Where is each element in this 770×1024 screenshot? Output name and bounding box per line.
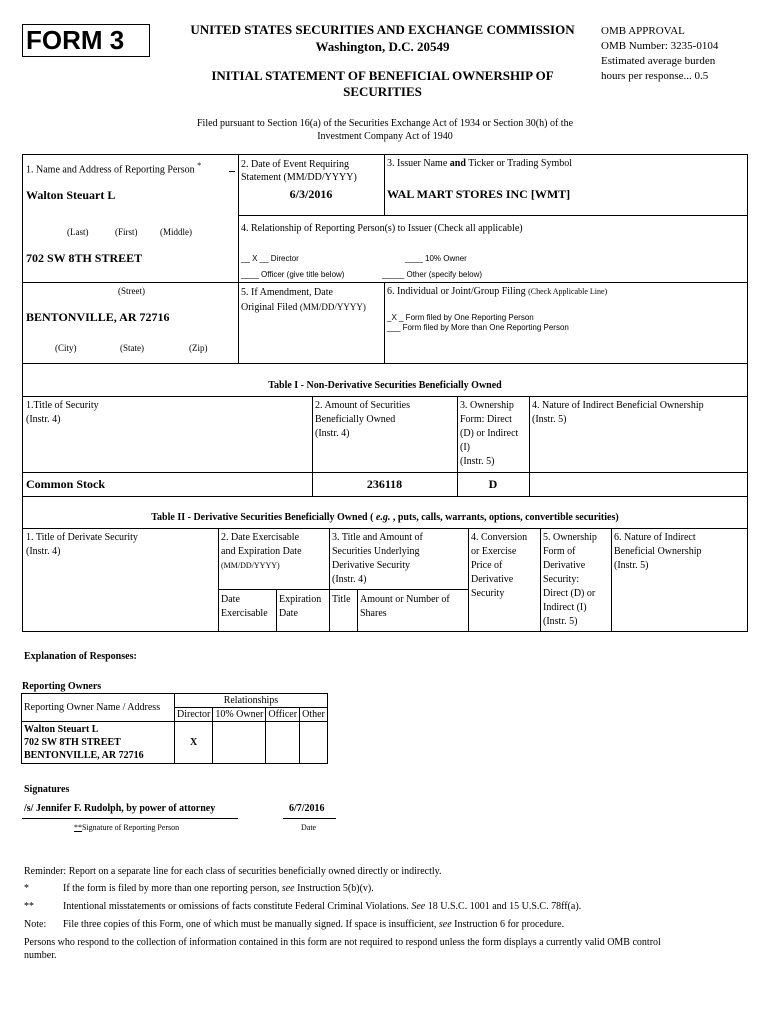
table2-date-exercisable: [221, 593, 268, 621]
city-caption: (City): [55, 343, 77, 353]
owners-col-relationships: Relationships: [175, 694, 328, 708]
header-line: (Instr. 5): [460, 456, 495, 467]
signature-caption-mark: **: [74, 823, 82, 832]
table1-col-form-header: [460, 399, 518, 469]
owner-address-cell: [22, 722, 175, 764]
header-line: (Instr. 4): [26, 546, 61, 557]
owners-col-director: Director: [175, 708, 213, 722]
rule: [22, 496, 748, 497]
event-date: 6/3/2016: [289, 187, 333, 201]
persons-respond-text: [24, 936, 744, 962]
table1-col-amount-header: [315, 399, 410, 441]
omb-burden-hours: [601, 69, 718, 84]
header-line: Date: [221, 594, 240, 605]
header-line: 1.Title of Security: [26, 400, 99, 411]
form-title-line1: INITIAL STATEMENT OF BENEFICIAL OWNERSHIP OF: [211, 68, 554, 83]
note2-text: [63, 901, 581, 912]
ten-pct-owner-checkbox: ____ 10% Owner: [405, 254, 467, 263]
table2-col-title-header: [26, 531, 138, 559]
header-line: Exercisable: [221, 608, 268, 619]
header-line: 4. Conversion: [471, 532, 528, 543]
header-line: 5. Ownership: [543, 532, 597, 543]
rule: [329, 528, 330, 632]
table-row: [22, 722, 328, 764]
box2-label: [241, 158, 357, 184]
table2-underlying-title: Title: [332, 594, 351, 605]
state-caption: (State): [120, 343, 144, 353]
persons-line-1: Persons who respond to the collection of information contained in this form are not required to respond unless the form displays a currently valid OMB control: [24, 937, 661, 948]
explanation-heading: Explanation of Responses:: [24, 651, 137, 662]
rule: [22, 472, 748, 473]
rule: [218, 589, 469, 590]
note3-see: see: [438, 919, 452, 930]
note3-mark: Note:: [24, 919, 47, 930]
owner-other-mark: [300, 722, 328, 764]
street-caption: (Street): [118, 286, 145, 296]
owner-street: 702 SW 8TH STREET: [24, 737, 121, 748]
box2-label-line2: Statement (MM/DD/YYYY): [241, 172, 357, 183]
box5-label-line1: 5. If Amendment, Date: [241, 287, 333, 298]
box3-label-text: 3. Issuer Name: [387, 158, 448, 169]
name-last-caption: (Last): [67, 227, 89, 237]
note1-mark: *: [24, 883, 29, 894]
header-line: 3. Ownership: [460, 400, 514, 411]
table2-title: [22, 512, 748, 523]
note1-pre: If the form is filed by more than one reporting person,: [63, 883, 280, 894]
header-line: Security: [471, 588, 505, 599]
header-line: 6. Nature of Indirect: [614, 532, 696, 543]
zip-caption: (Zip): [189, 343, 208, 353]
header-line: 3. Title and Amount of: [332, 532, 423, 543]
table2-expiration-date: [279, 593, 321, 621]
box4-label: 4. Relationship of Reporting Person(s) to Issuer (Check all applicable): [241, 223, 523, 234]
table2-underlying-amount: [360, 593, 450, 621]
owners-col-ten-pct: 10% Owner: [213, 708, 266, 722]
filing-one-person: _X _ Form filed by One Reporting Person: [387, 313, 534, 322]
rule: [22, 631, 748, 632]
table1-row-form: D: [488, 477, 498, 491]
rule: [22, 154, 23, 364]
note3-post: Instruction 6 for procedure.: [454, 919, 565, 930]
omb-number: OMB Number: 3235-0104: [601, 40, 719, 52]
rule: [384, 154, 385, 216]
header-line: (Instr. 5): [543, 616, 578, 627]
signature-caption-text: Signature of Reporting Person: [82, 823, 180, 832]
omb-hours-value: 0.5: [694, 70, 709, 82]
name-middle-caption: (Middle): [160, 227, 192, 237]
date-caption: Date: [301, 823, 317, 832]
omb-hours-label: hours per response...: [601, 70, 692, 82]
header-line: Indirect (I): [543, 602, 587, 613]
table2-col-ownership-header: [543, 531, 597, 629]
rule: [22, 154, 748, 155]
header-line: (MM/DD/YYYY): [221, 561, 280, 570]
owner-director-mark: X: [175, 722, 213, 764]
form-number: FORM 3: [26, 25, 125, 55]
owner-officer-mark: [266, 722, 300, 764]
rule: [276, 589, 277, 632]
table2-title-post: , puts, calls, warrants, options, convertible securities): [392, 512, 619, 523]
officer-checkbox: ____ Officer (give title below): [241, 270, 345, 279]
header-line: Date: [279, 608, 298, 619]
rule: [540, 528, 541, 632]
header-line: (Instr. 4): [332, 574, 367, 585]
owner-name: Walton Steuart L: [24, 724, 99, 735]
table2-col-conversion-header: [471, 531, 527, 601]
table2-col-dates-header: [221, 531, 302, 573]
table2-col-underlying-header: [332, 531, 423, 587]
note1-post: Instruction 5(b)(v).: [297, 883, 374, 894]
header-line: (Instr. 5): [532, 414, 567, 425]
header-line: Securities Underlying: [332, 546, 420, 557]
table1-col-title-header: [26, 399, 99, 427]
owner-city: BENTONVILLE, AR 72716: [24, 750, 144, 761]
filing-more-persons: ___ Form filed by More than One Reporting Person: [387, 323, 569, 332]
table1-title: Table I - Non-Derivative Securities Beneficially Owned: [268, 380, 502, 391]
header-line: 4. Nature of Indirect Beneficial Ownership: [532, 400, 704, 411]
header-line: Derivative: [543, 560, 586, 571]
header-line: 1. Title of Derivate Security: [26, 532, 138, 543]
header-line: Form of: [543, 546, 576, 557]
note2-pre: Intentional misstatements or omissions of facts constitute Federal Criminal Violations.: [63, 901, 409, 912]
table2-col-nature-header: [614, 531, 701, 573]
header-line: Beneficial Ownership: [614, 546, 702, 557]
table2-title-pre: Table II - Derivative Securities Beneficially Owned (: [151, 512, 374, 523]
header-line: Security:: [543, 574, 580, 585]
note1-text: [63, 883, 374, 894]
rule: [283, 818, 336, 819]
header-line: or Exercise: [471, 546, 517, 557]
box6-label-text: 6. Individual or Joint/Group Filing: [387, 286, 526, 297]
rule: [22, 818, 238, 819]
rule: [468, 528, 469, 632]
filed-line-2: Investment Company Act of 1940: [317, 131, 453, 142]
box1-label: [26, 161, 201, 175]
reporting-person-name: Walton Steuart L: [26, 188, 116, 202]
box6-label: [387, 286, 607, 297]
reporting-person-city: BENTONVILLE, AR 72716: [26, 310, 170, 324]
other-checkbox: _____ Other (specify below): [382, 270, 483, 279]
rule: [22, 396, 748, 397]
filed-pursuant: [140, 117, 630, 143]
omb-burden-label: Estimated average burden: [601, 55, 716, 67]
owner-ten-pct-mark: [213, 722, 266, 764]
box5-label-suffix: (MM/DD/YYYY): [299, 302, 366, 312]
owners-col-officer: Officer: [266, 708, 300, 722]
header-line: 2. Amount of Securities: [315, 400, 410, 411]
header-line: (I): [460, 442, 470, 453]
rule: [238, 154, 239, 364]
reporting-owners-table: [21, 693, 328, 764]
box2-label-line1: 2. Date of Event Requiring: [241, 159, 350, 170]
header-line: Derivative Security: [332, 560, 411, 571]
rule: [229, 171, 235, 172]
header-line: 2. Date Exercisable: [221, 532, 300, 543]
owners-col-other: Other: [300, 708, 328, 722]
box3-label: [387, 158, 572, 169]
reporting-owners-heading: Reporting Owners: [22, 681, 102, 692]
rule: [238, 215, 748, 216]
rule: [611, 528, 612, 632]
header-line: Direct (D) or: [543, 588, 596, 599]
signer-name: /s/ Jennifer F. Rudolph, by power of attorney: [24, 803, 216, 814]
reminder-text: Reminder: Report on a separate line for each class of securities beneficially owned directly or indirectly.: [24, 866, 442, 877]
agency-name: UNITED STATES SECURITIES AND EXCHANGE COMMISSION: [190, 22, 575, 37]
header-line: Amount or Number of: [360, 594, 450, 605]
reporting-person-street: 702 SW 8TH STREET: [26, 251, 143, 265]
table1-row-title: Common Stock: [26, 477, 106, 491]
box5-label-line2: Original Filed: [241, 302, 298, 313]
rule: [22, 363, 748, 364]
rule: [384, 282, 385, 364]
table1-col-nature-header: [532, 399, 704, 427]
agency-location: Washington, D.C. 20549: [315, 39, 450, 54]
header-line: Shares: [360, 608, 387, 619]
note3-pre: File three copies of this Form, one of which must be manually signed. If space is insufficient,: [63, 919, 437, 930]
owners-col-name: Reporting Owner Name / Address: [22, 694, 175, 722]
header-line: (D) or Indirect: [460, 428, 519, 439]
header-line: (Instr. 5): [614, 560, 649, 571]
box5-label: [241, 286, 366, 315]
box3-label-tail: Ticker or Trading Symbol: [468, 158, 573, 169]
name-first-caption: (First): [115, 227, 138, 237]
box1-label-text: 1. Name and Address of Reporting Person: [26, 164, 195, 176]
note2-mark: **: [24, 901, 34, 912]
rule: [529, 396, 530, 496]
header-line: (Instr. 4): [315, 428, 350, 439]
omb-approval: [601, 24, 718, 84]
box1-asterisk: *: [197, 161, 202, 170]
signature-date: 6/7/2016: [289, 803, 325, 814]
header-line: (Instr. 4): [26, 414, 61, 425]
box6-label-suffix: (Check Applicable Line): [528, 287, 608, 296]
rule: [218, 528, 219, 632]
header-line: Expiration: [279, 594, 322, 605]
table2-title-eg: e.g.: [375, 512, 391, 523]
note2-post: 18 U.S.C. 1001 and 15 U.S.C. 78ff(a).: [427, 901, 582, 912]
table1-row-amount: 236118: [366, 477, 403, 491]
header-line: Beneficially Owned: [315, 414, 396, 425]
form-title-line2: SECURITIES: [343, 84, 422, 99]
signature-caption: [74, 823, 179, 832]
note1-see: see: [281, 883, 295, 894]
header-line: and Expiration Date: [221, 546, 302, 557]
header-line: Form: Direct: [460, 414, 512, 425]
director-checkbox: __ X __ Director: [241, 254, 299, 263]
omb-heading: OMB APPROVAL: [601, 25, 685, 37]
rule: [747, 154, 748, 364]
rule: [357, 589, 358, 632]
note3-text: [63, 919, 564, 930]
persons-line-2: number.: [24, 950, 57, 961]
filed-line-1: Filed pursuant to Section 16(a) of the Securities Exchange Act of 1934 or Section 30(h) of the: [196, 118, 574, 129]
box3-and: and: [449, 158, 466, 169]
note2-see: See: [411, 901, 426, 912]
header-line: Price of: [471, 560, 503, 571]
header-line: Derivative: [471, 574, 514, 585]
signatures-heading: Signatures: [24, 784, 70, 795]
issuer-name: WAL MART STORES INC [WMT]: [387, 187, 571, 201]
rule: [22, 528, 748, 529]
rule: [22, 282, 748, 283]
